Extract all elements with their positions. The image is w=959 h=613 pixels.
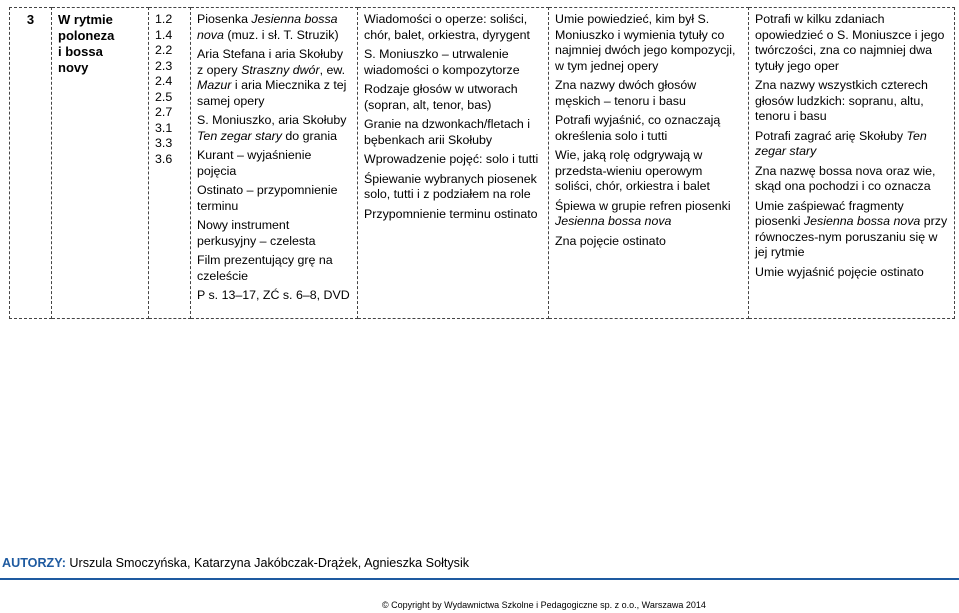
lesson-content	[358, 8, 549, 319]
table-row	[10, 8, 955, 319]
italic-title: Mazur	[197, 78, 232, 92]
code: 1.4	[155, 27, 173, 42]
text-run: P s. 13–17, ZĆ s. 6–8, DVD	[197, 288, 350, 302]
text-run: Zna pojęcie ostinato	[555, 233, 666, 248]
lesson-plan-table	[9, 7, 955, 319]
text-run: i aria Miecznika z tej samej opery	[197, 78, 347, 108]
text-run: Piosenka	[197, 12, 252, 26]
text-run: Zna nazwy dwóch głosów męskich – tenoru i basu	[555, 78, 697, 108]
material-item	[197, 253, 351, 284]
extended-requirement-item	[755, 129, 948, 160]
content-item: Śpiewanie wybranych piosenek solo, tutti i z podziałem na role	[364, 171, 537, 201]
topic-line: novy	[58, 60, 89, 75]
italic-title: Straszny dwór	[241, 62, 320, 77]
text-run: Umie powiedzieć, kim był S. Moniuszko i wymienia tytuły co najmniej dwóch jego kompozycji, w tym jednej opery	[555, 12, 736, 73]
authors-line	[2, 556, 469, 570]
extended-requirements	[749, 8, 955, 319]
code: 2.5	[155, 89, 173, 104]
copyright-notice: © Copyright by Wydawnictwa Szkolne i Pedagogiczne sp. z o.o., Warszawa 2014	[382, 600, 706, 610]
italic-title: Ten zegar stary	[197, 128, 282, 143]
curriculum-codes	[149, 8, 191, 319]
code: 2.2	[155, 43, 173, 57]
basic-requirement-item	[555, 12, 742, 74]
content-item: Wiadomości o operze: soliści, chór, balet, orkiestra, dyrygent	[364, 12, 530, 42]
authors-label: AUTORZY:	[2, 556, 66, 570]
content-item: Granie na dzwonkach/fletach i bębenkach arii Skołuby	[364, 117, 530, 147]
material-item	[197, 12, 351, 43]
text-run: Aria Stefana i aria Skołuby z opery	[197, 47, 344, 77]
basic-requirement-item	[555, 113, 742, 144]
text-run: Śpiewa w grupie refren piosenki	[555, 198, 731, 213]
italic-title: Jesienna bossa nova	[803, 214, 921, 228]
text-run: Ostinato – przypomnienie terminu	[197, 183, 338, 213]
text-run: przy równoczes-nym poruszaniu się w jej rytmie	[755, 214, 948, 259]
text-run: Kurant – wyjaśnienie pojęcia	[197, 148, 312, 178]
authors-names: Urszula Smoczyńska, Katarzyna Jakóbczak-Drążek, Agnieszka Sołtysik	[65, 556, 470, 570]
lesson-number: 3	[10, 8, 52, 319]
content-item: Rodzaje głosów w utworach (sopran, alt, tenor, bas)	[364, 82, 518, 112]
text-run: Potrafi zagrać arię Skołuby	[755, 128, 907, 143]
code: 3.3	[155, 136, 173, 150]
teaching-materials	[191, 8, 358, 319]
material-item	[197, 47, 351, 109]
material-item	[197, 148, 351, 179]
text-run: do grania	[281, 128, 338, 143]
italic-title: Jesienna bossa nova	[197, 12, 338, 42]
extended-requirement-item	[755, 199, 948, 261]
extended-requirement-item	[755, 78, 948, 125]
italic-title: Ten zegar stary	[755, 128, 927, 158]
material-item	[197, 218, 351, 249]
basic-requirement-item	[555, 234, 742, 250]
italic-title: Jesienna bossa nova	[555, 214, 672, 228]
basic-requirement-item	[555, 148, 742, 195]
text-run: , ew.	[319, 62, 346, 77]
content-item: Przypomnienie terminu ostinato	[364, 206, 538, 221]
code: 3.6	[155, 151, 173, 166]
text-run: Wie, jaką rolę odgrywają w przedsta-wieniu operowym soliści, chór, orkiestra i balet	[555, 148, 710, 193]
footer-divider	[0, 578, 959, 580]
code: 3.1	[155, 120, 173, 135]
material-item	[197, 288, 351, 304]
code: 2.3	[155, 58, 173, 73]
basic-requirement-item	[555, 199, 742, 230]
topic-line: W rytmie	[58, 12, 113, 27]
basic-requirements	[549, 8, 749, 319]
text-run: Umie wyjaśnić pojęcie ostinato	[755, 264, 924, 279]
extended-requirement-item	[755, 164, 948, 195]
text-run: Zna nazwę bossa nova oraz wie, skąd ona pochodzi i co oznacza	[755, 163, 936, 193]
code: 2.7	[155, 105, 173, 119]
extended-requirement-item	[755, 12, 948, 74]
code: 1.2	[155, 12, 173, 26]
topic-line: i bossa	[58, 44, 103, 59]
text-run: Nowy instrument perkusyjny – czelesta	[197, 218, 316, 248]
text-run: Film prezentujący grę na czeleście	[197, 253, 333, 283]
extended-requirement-item	[755, 265, 948, 281]
text-run: Umie zaśpiewać fragmenty piosenki	[755, 198, 904, 228]
text-run: S. Moniuszko, aria Skołuby	[197, 113, 347, 127]
lesson-topic	[52, 8, 149, 319]
code: 2.4	[155, 74, 173, 88]
basic-requirement-item	[555, 78, 742, 109]
material-item	[197, 183, 351, 214]
text-run: Potrafi w kilku zdaniach opowiedzieć o S. Moniuszce i jego twórczości, zna co najmniej dwa tytuły jego oper	[755, 12, 945, 73]
content-item: S. Moniuszko – utrwalenie wiadomości o kompozytorze	[364, 47, 520, 77]
text-run: Zna nazwy wszystkich czterech głosów ludzkich: sopranu, altu, tenoru i basu	[755, 78, 928, 123]
material-item	[197, 113, 351, 144]
text-run: Potrafi wyjaśnić, co oznaczają określenia solo i tutti	[555, 113, 721, 143]
content-item: Wprowadzenie pojęć: solo i tutti	[364, 152, 539, 166]
topic-line: poloneza	[58, 28, 115, 43]
text-run: (muz. i sł. T. Struzik)	[223, 27, 339, 42]
